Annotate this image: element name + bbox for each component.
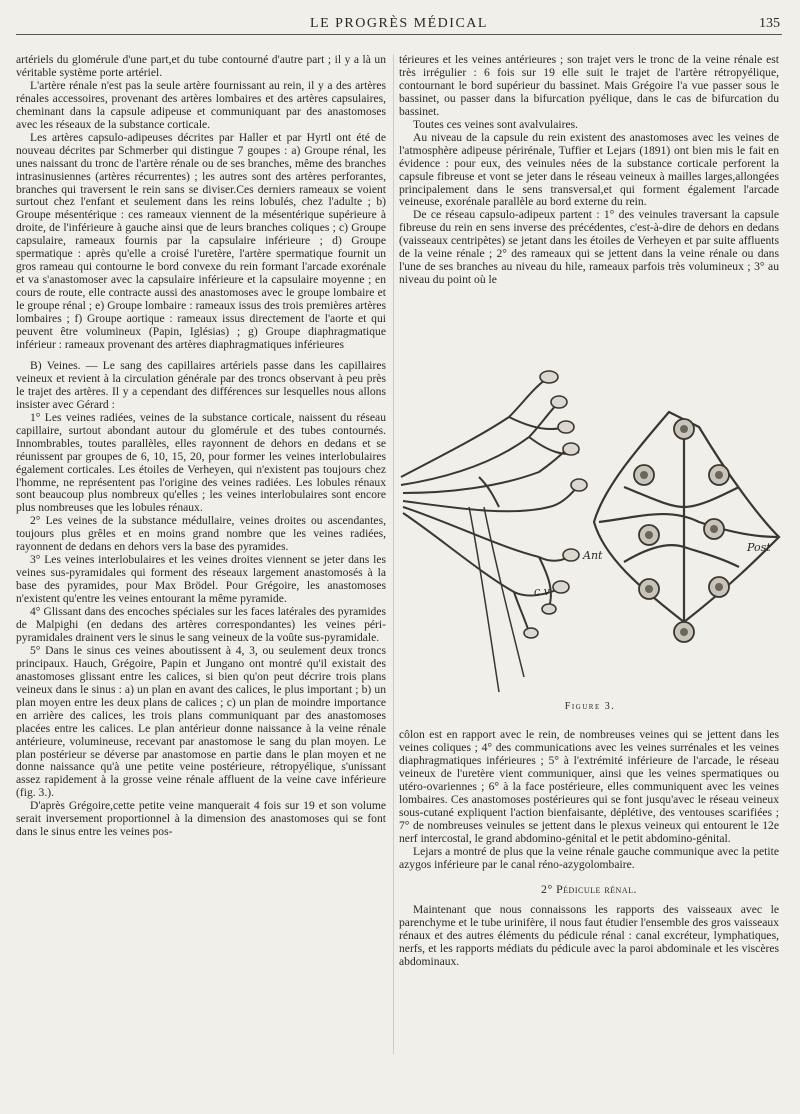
paragraph: Les artères capsulo-adipeuses décrites par Haller et par Hyrtl ont été de nouveau décrites par Schmerber qui distingue 7 goupes : a) Groupe rénal, les unes naissant du tronc de l'artère rénale ou de ses branches, même des branches intrasinusiennes (artères récurrentes) ; les autres sont des artères perforantes, branches qui traversent le rein sans se diviser.Ces derniers rameaux se voient surtout chez l'enfant et seulement dans les reins lobulés, chez l'adulte ; b) Groupe mésentérique : ces rameaux viennent de la mésentérique supérieure à droite, de l'inférieure à gauche ainsi que de leurs branches coliques ; c) Groupe capsulaire, rameaux fournis par la capsulaire inférieure ; d) Groupe spermatique : après qu'elle a croisé l'uretère, l'artère spermatique fournit un gros rameau qui contourne le bord convexe du rein formant l'arcade exorénale et va s'anastomoser avec la capsulaire inférieure et la capsulaire moyenne ; en cours de route, elle contracte aussi des anastomoses avec le groupe lombaire et le groupe rénal ; e) Groupe lombaire : rameaux issus des trois premières artères lombaires ; f) Groupe aortique : rameaux issus directement de l'aorte et qui peuvent être volumineux (Papin, Iglésias) ; g) Groupe diaphragmatique inférieur : rameaux provenant des artères diaphragmatiques inférieures bbox=[16, 130, 386, 351]
figure-3 bbox=[399, 357, 781, 717]
label-posterior: Post bbox=[747, 541, 771, 554]
paragraph: térieures et les veines antérieures ; son trajet vers le tronc de la veine rénale est très irrégulier : 6 fois sur 19 elle suit le trajet de l'artère rétropyélique, contournant le bord supérieur du bassinet. Mais Grégoire l'a vue passer sous le bassinet, ou passer dans la bifurcation pyélique, dans le cas de bifurcation du bassinet. bbox=[399, 54, 779, 118]
column-divider bbox=[393, 54, 394, 1054]
left-column bbox=[16, 54, 386, 1104]
running-title: LE PROGRÈS MÉDICAL bbox=[310, 16, 488, 31]
paragraph: 3° Les veines interlobulaires et les veines droites viennent se jeter dans les veines sus-pyramidales qui forment des réseaux largement anastomosés à la base des pyramides, pour Max Brödel. Pour Grégoire, les anastomoses n'existent qu'entre les veines entourant la même pyramide. bbox=[16, 553, 386, 606]
venous-plexus-drawing bbox=[594, 412, 779, 622]
paragraph: 2° Les veines de la substance médullaire, veines droites ou ascendantes, toujours plus grêles et en moins grand nombre que les veines radiées, rayonnent de dedans en dehors vers la base des pyramides. bbox=[16, 514, 386, 554]
paragraph: Maintenant que nous connaissons les rapports des vaisseaux avec le parenchyme et le tube urinifère, il nous faut étudier l'ensemble des gros vaisseaux rénaux et des autres éléments du pédicule rénal : canal excréteur, lymphatiques, nerfs, et les rapports médiats du pédicule avec la paroi abdominale et les viscères abdominaux. bbox=[399, 903, 779, 969]
paragraph: artériels du glomérule d'une part,et du tube contourné d'autre part ; il y a là un véritable système porte artériel. bbox=[16, 54, 386, 79]
right-column-top bbox=[399, 54, 779, 354]
paragraph: De ce réseau capsulo-adipeux partent : 1° des veinules traversant la capsule fibreuse du rein en sens inverse des précédentes, c'est-à-dire de dehors en dedans (vaisseaux centripètes) se jetant dans les étoiles de Verheyen et par suite affluents de la veine rénale ; 2° des rameaux qui se jettent dans la veine rénale ou dans l'une de ses branches au niveau du hile, rameaux parfois très volumineux ; 3° au niveau du point où le bbox=[399, 208, 779, 287]
paragraph-veines: B) Veines. — Le sang des capillaires artériels passe dans les capillaires veineux et revient à la circulation générale par des troncs observant à peu près le trajet des artères. Il y a cependant des différences sur lesquelles nous allons insister avec Gérard : bbox=[16, 358, 386, 411]
paragraph: Au niveau de la capsule du rein existent des anastomoses avec les veines de l'atmosphère adipeuse périrénale, Tuffier et Lejars (1891) ont bien mis le fait en évidence : pour eux, des veinules nées de la substance corticale perforent la capsule fibreuse et vont se jeter dans le réseau veineux à mailles larges,allongées principalement dans le sens transversal,et qui forment également l'arcade veineuse, exorénale parallèle au bord externe du rein. bbox=[399, 130, 779, 209]
label-cv: c.v bbox=[534, 585, 550, 598]
paragraph: 1° Les veines radiées, veines de la substance corticale, naissent du réseau capillaire, surtout abondant autour du glomérule et des tubes contournés. Innombrables, toutes parallèles, elles rayonnent de dehors en dedans et se réunissent par groupes de 6, 10, 15, 20, pour former les veines interlobulaires également corticales. Les étoiles de Verheyen, qui n'existent pas toujours chez l'homme, ne représentent pas l'origine des veines radiées. Les lobules rénaux sont beaucoup plus nombreux qu'elles ; les veines interlobulaires sont encore plus nombreuses que les lobules rénaux. bbox=[16, 410, 386, 515]
paragraph: 4° Glissant dans des encoches spéciales sur les faces latérales des pyramides de Malpighi (en dedans des artères correspondantes) les veines péri-pyramidales drainent vers le sinus le sang veineux de la voûte sus-pyramidale. bbox=[16, 605, 386, 644]
figure-caption: Figure 3. bbox=[564, 701, 616, 712]
vein-tree-drawing bbox=[401, 377, 579, 632]
paragraph: 5° Dans le sinus ces veines aboutissent à 4, 3, ou seulement deux troncs principaux. Hauch, Grégoire, Papin et Jungano ont montré qu'il existait des anastomoses glissant entre les calices, si bien qu'on peut décrire trois plans veineux dans le sinus : a) un plan en avant des calices, le plus important ; b) un plan moyen entre les deux plans de calices ; c) un plan de moindre importance en arrière des calices, les trois plans communiquant par des anastomoses placées entre les calices. Le plan antérieur donne naissance à la veine rénale antérieure, volumineuse, recevant par anastomose le sang du plan moyen. Le plan postérieur se déverse par anastomose en partie dans le plan moyen et ne donne naissance qu'à une petite veine postérieure, rétropyélique, s'unissant assez rapidement à la grosse veine rénale affluent de la veine cave inférieure (fig. 3.). bbox=[16, 643, 386, 800]
paragraph: L'artère rénale n'est pas la seule artère fournissant au rein, il y a des artères rénales accessoires, provenant des artères lombaires et des artères capsulaires, cheminant dans la capsule adipeuse et communiquant par des anastomoses avec les réseaux de la substance corticale. bbox=[16, 78, 386, 131]
paragraph: Toutes ces veines sont avalvulaires. bbox=[413, 117, 578, 131]
section-heading: 2° Pédicule rénal. bbox=[541, 882, 637, 897]
paragraph: côlon est en rapport avec le rein, de nombreuses veines qui se jettent dans les veines coliques ; 4° des communications avec les veines surrénales et les veines diaphragmatiques inférieures ; 5° à l'extrémité inférieure de l'arcade, le réseau veineux de l'uretère vient communiquer, ainsi que les veines spermatiques ou utéro-ovariennes ; 6° à la face postérieure, elles communiquent avec les veines lombaires. Ces anastomoses postérieures qui se font jusqu'avec le réseau veineux sous-cutané expliquent l'action bienfaisante, déplétive, des ventouses scarifiées ; 7° de nombreuses veinules se jettent dans le plexus veineux qui entourent le 12e nerf intercostal, le grand abdomino-génital et le petit abdomino-génital. bbox=[399, 729, 779, 845]
paragraph: Lejars a montré de plus que la veine rénale gauche communique avec la petite azygos inférieure par le canal réno-azygolombaire. bbox=[399, 844, 779, 871]
page-number: 135 bbox=[759, 16, 780, 31]
renal-veins-illustration bbox=[399, 357, 781, 697]
page-header bbox=[16, 14, 782, 35]
label-anterior: Ant bbox=[583, 549, 603, 562]
paragraph: D'après Grégoire,cette petite veine manquerait 4 fois sur 19 et son volume serait inversement proportionnel à la dimension des anastomoses qui se font dans le sinus entre les veines pos- bbox=[16, 799, 386, 839]
right-column-bottom bbox=[399, 729, 779, 1059]
